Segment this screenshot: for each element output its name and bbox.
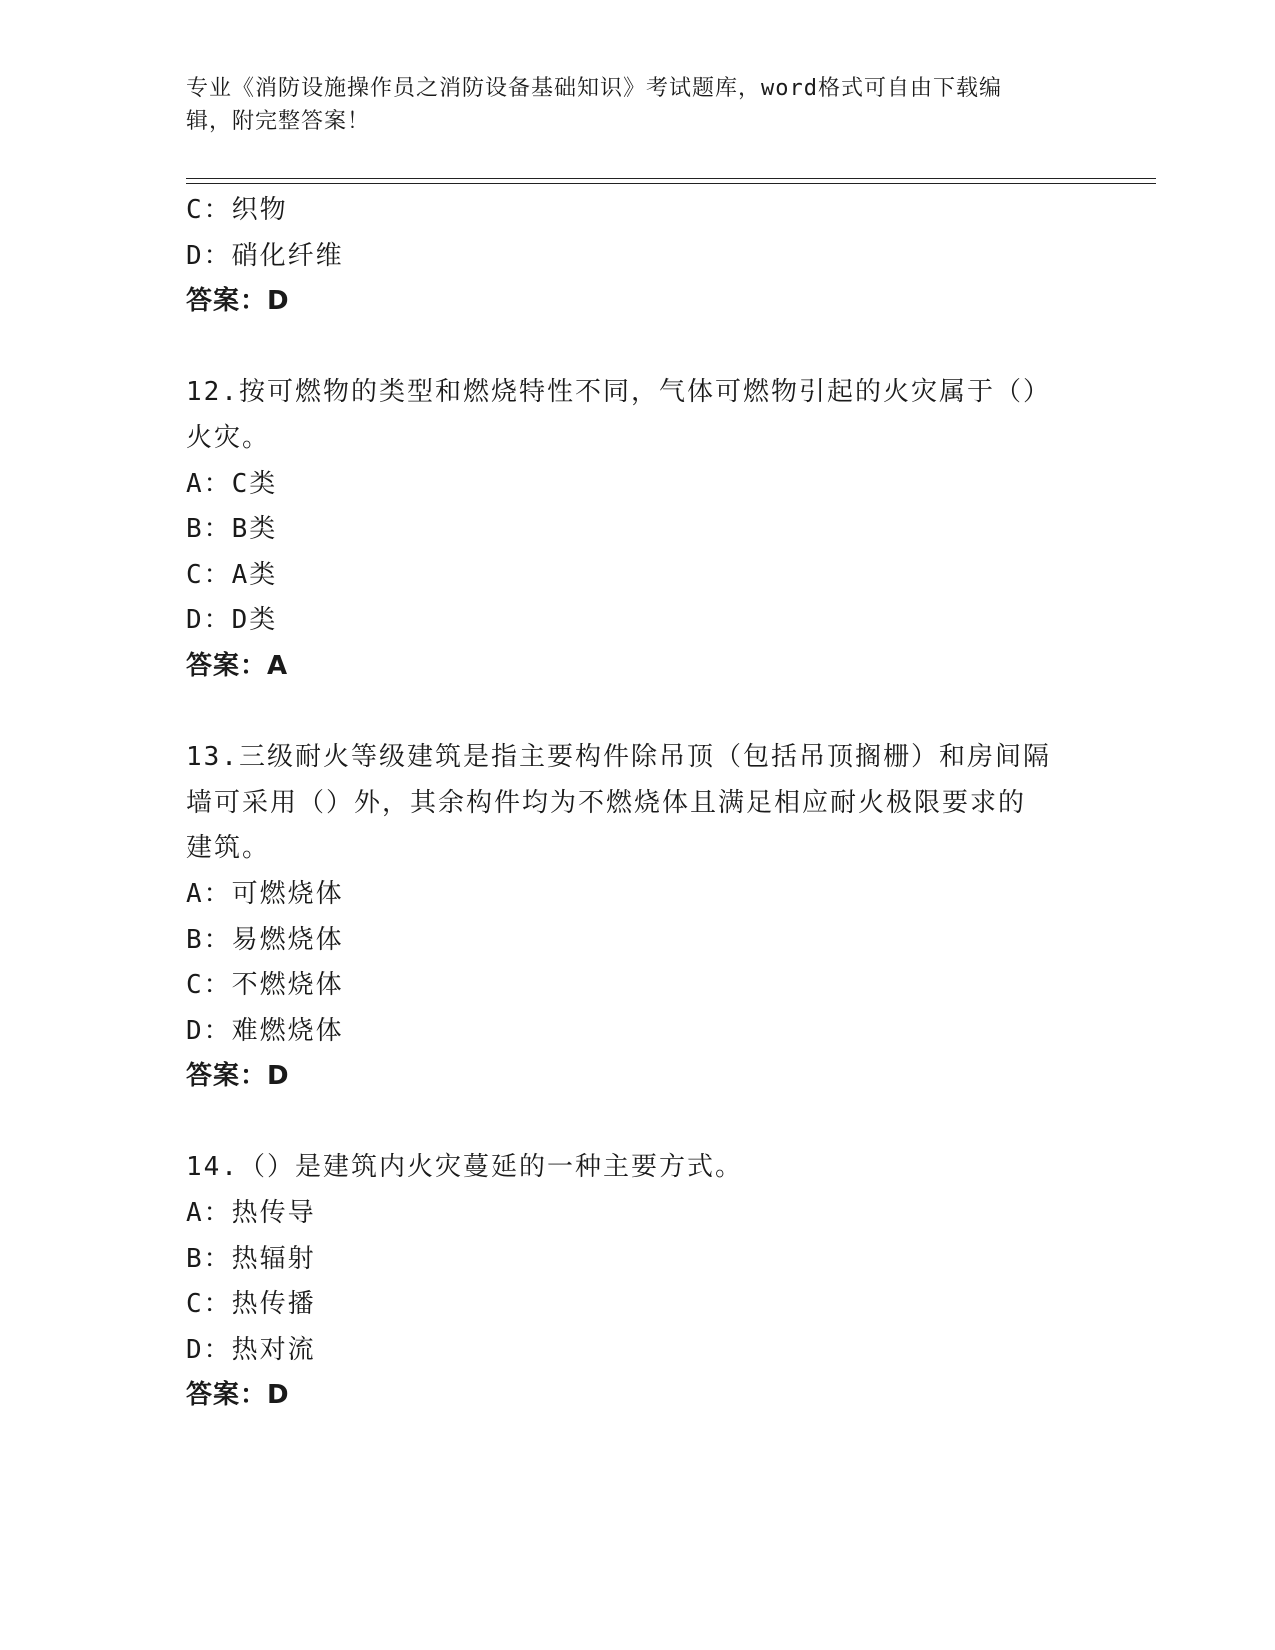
question-block bbox=[186, 735, 1086, 1100]
spacer bbox=[186, 690, 1086, 736]
option-d: D：硝化纤维 bbox=[186, 240, 344, 271]
question-stem: 12.按可燃物的类型和燃烧特性不同，气体可燃物引起的火灾属于（） bbox=[186, 377, 1051, 408]
option-a: A：C类 bbox=[186, 468, 278, 499]
option-c: C：织物 bbox=[186, 195, 288, 225]
answer-line: 答案：D bbox=[186, 1061, 290, 1092]
document-header bbox=[186, 72, 1066, 138]
option-c: C：热传播 bbox=[186, 1289, 316, 1320]
question-stem: 14.（）是建筑内火灾蔓延的一种主要方式。 bbox=[186, 1152, 743, 1183]
question-block bbox=[186, 188, 1086, 325]
header-divider bbox=[186, 178, 1156, 179]
question-block bbox=[186, 1145, 1086, 1419]
option-c: C：A类 bbox=[186, 559, 278, 590]
option-d: D：D类 bbox=[186, 605, 278, 636]
question-stem: 墙可采用（）外，其余构件均为不燃烧体且满足相应耐火极限要求的 bbox=[186, 787, 1027, 818]
spacer bbox=[186, 325, 1086, 371]
header-divider bbox=[186, 183, 1156, 184]
option-b: B：易燃烧体 bbox=[186, 924, 344, 955]
question-list bbox=[186, 188, 1086, 1419]
option-a: A：热传导 bbox=[186, 1198, 316, 1229]
option-d: D：热对流 bbox=[186, 1334, 316, 1365]
option-d: D：难燃烧体 bbox=[186, 1015, 344, 1046]
header-line: 专业《消防设施操作员之消防设备基础知识》考试题库，word格式可自由下载编 bbox=[186, 76, 1002, 101]
option-b: B：B类 bbox=[186, 514, 278, 545]
answer-line: 答案：D bbox=[186, 1380, 290, 1411]
question-stem: 火灾。 bbox=[186, 422, 271, 453]
header-line: 辑，附完整答案！ bbox=[186, 109, 371, 134]
question-stem: 13.三级耐火等级建筑是指主要构件除吊顶（包括吊顶搁栅）和房间隔 bbox=[186, 742, 1051, 773]
answer-line: 答案：A bbox=[186, 650, 289, 681]
question-stem: 建筑。 bbox=[186, 833, 271, 864]
answer-line: 答案：D bbox=[186, 286, 290, 317]
question-block bbox=[186, 370, 1086, 689]
option-a: A：可燃烧体 bbox=[186, 878, 344, 909]
option-c: C：不燃烧体 bbox=[186, 970, 344, 1001]
spacer bbox=[186, 1100, 1086, 1146]
option-b: B：热辐射 bbox=[186, 1243, 316, 1274]
